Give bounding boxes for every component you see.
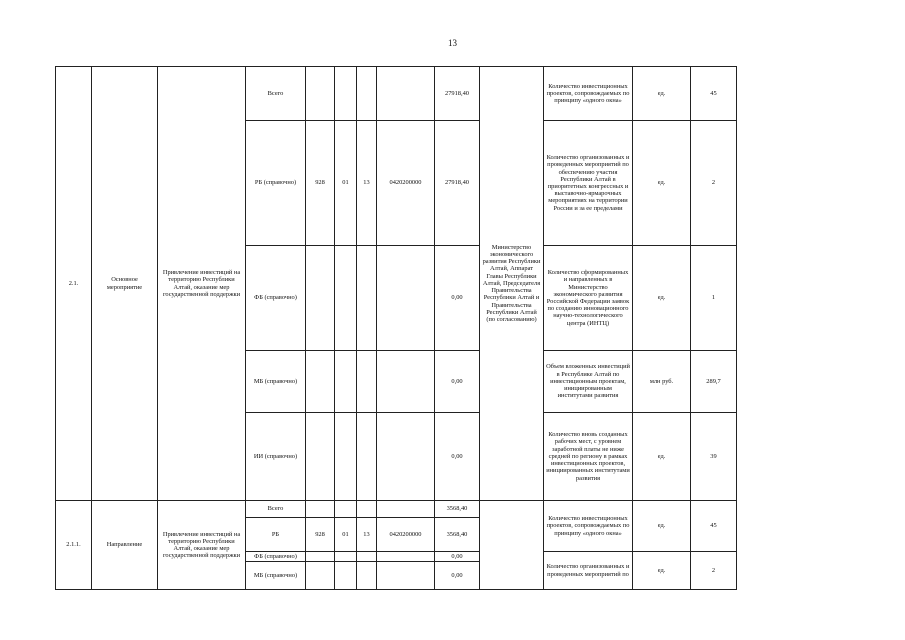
pr-code [357, 67, 377, 121]
csr-code [377, 562, 435, 590]
executor: Министерство экономического развития Республики Алтай, Аппарат Главы Республики Алтай, Председателя Правительства Республики Алтай и Правительства Республики Алтай (по согласованию) [480, 67, 544, 501]
grbs-code [306, 562, 335, 590]
csr-code: 0420200000 [377, 518, 435, 552]
grbs-code [306, 552, 335, 562]
program-table [55, 66, 737, 590]
csr-code [377, 413, 435, 501]
grbs-code: 928 [306, 121, 335, 246]
pr-code [357, 351, 377, 413]
amount: 0,00 [435, 562, 480, 590]
pr-code: 13 [357, 121, 377, 246]
indicator-unit: ед. [633, 413, 691, 501]
indicator-name: Количество вновь созданных рабочих мест, с уровнем заработной платы не ниже средней по региону в рамках инвестиционных проектов, инициированных институтами развития [544, 413, 633, 501]
row-number: 2.1. [56, 67, 92, 501]
amount: 0,00 [435, 246, 480, 351]
grbs-code [306, 246, 335, 351]
rz-code [335, 67, 357, 121]
page-number: 13 [448, 38, 457, 48]
grbs-code [306, 501, 335, 518]
funding-source: ИИ (справочно) [246, 413, 306, 501]
indicator-name: Объем вложенных инвестиций в Республике Алтай по инвестиционным проектам, инициированным институтами развития [544, 351, 633, 413]
indicator-value: 45 [691, 67, 737, 121]
amount: 3568,40 [435, 501, 480, 518]
indicator-name: Количество организованных и проведенных мероприятий по обеспечению участия Республики Алтай в приоритетных конгрессных и выставочно-ярмарочных мероприятиях на территории России и за ее пределами [544, 121, 633, 246]
executor [480, 501, 544, 590]
pr-code [357, 501, 377, 518]
csr-code [377, 67, 435, 121]
rz-code [335, 501, 357, 518]
indicator-value: 39 [691, 413, 737, 501]
funding-source: РБ [246, 518, 306, 552]
rz-code [335, 413, 357, 501]
indicator-unit: ед. [633, 121, 691, 246]
funding-source: ФБ (справочно) [246, 246, 306, 351]
funding-source: МБ (справочно) [246, 562, 306, 590]
amount: 0,00 [435, 351, 480, 413]
indicator-name: Количество организованных и проведенных мероприятий по [544, 552, 633, 590]
pr-code [357, 413, 377, 501]
grbs-code: 928 [306, 518, 335, 552]
csr-code [377, 501, 435, 518]
row-name: Привлечение инвестиций на территорию Республики Алтай, оказание мер государственной поддержки [158, 501, 246, 590]
indicator-unit: ед. [633, 246, 691, 351]
indicator-name: Количество инвестиционных проектов, сопровождаемых по принципу «одного окна» [544, 501, 633, 552]
rz-code [335, 552, 357, 562]
csr-code [377, 246, 435, 351]
csr-code [377, 552, 435, 562]
indicator-unit: ед. [633, 552, 691, 590]
csr-code: 0420200000 [377, 121, 435, 246]
row-name: Привлечение инвестиций на территорию Республики Алтай, оказание мер государственной поддержки [158, 67, 246, 501]
pr-code [357, 552, 377, 562]
funding-source: ФБ (справочно) [246, 552, 306, 562]
table-row [56, 501, 737, 518]
amount: 27918,40 [435, 121, 480, 246]
rz-code [335, 562, 357, 590]
indicator-unit: ед. [633, 67, 691, 121]
csr-code [377, 351, 435, 413]
indicator-name: Количество сформированных и направленных в Министерство экономического развития Российской Федерации заявок по созданию инновационного научно-технологического центра (ИНТЦ) [544, 246, 633, 351]
rz-code [335, 351, 357, 413]
indicator-value: 289,7 [691, 351, 737, 413]
indicator-value: 2 [691, 121, 737, 246]
indicator-unit: ед. [633, 501, 691, 552]
grbs-code [306, 351, 335, 413]
row-number: 2.1.1. [56, 501, 92, 590]
rz-code: 01 [335, 121, 357, 246]
pr-code: 13 [357, 518, 377, 552]
indicator-name: Количество инвестиционных проектов, сопровождаемых по принципу «одного окна» [544, 67, 633, 121]
amount: 3568,40 [435, 518, 480, 552]
indicator-unit: млн руб. [633, 351, 691, 413]
grbs-code [306, 67, 335, 121]
row-type: Основное мероприятие [92, 67, 158, 501]
rz-code: 01 [335, 518, 357, 552]
amount: 27918,40 [435, 67, 480, 121]
indicator-value: 1 [691, 246, 737, 351]
funding-source: Всего [246, 501, 306, 518]
pr-code [357, 246, 377, 351]
indicator-value: 2 [691, 552, 737, 590]
grbs-code [306, 413, 335, 501]
funding-source: МБ (справочно) [246, 351, 306, 413]
rz-code [335, 246, 357, 351]
funding-source: Всего [246, 67, 306, 121]
amount: 0,00 [435, 552, 480, 562]
amount: 0,00 [435, 413, 480, 501]
funding-source: РБ (справочно) [246, 121, 306, 246]
pr-code [357, 562, 377, 590]
row-type: Направление [92, 501, 158, 590]
table-row [56, 67, 737, 121]
indicator-value: 45 [691, 501, 737, 552]
